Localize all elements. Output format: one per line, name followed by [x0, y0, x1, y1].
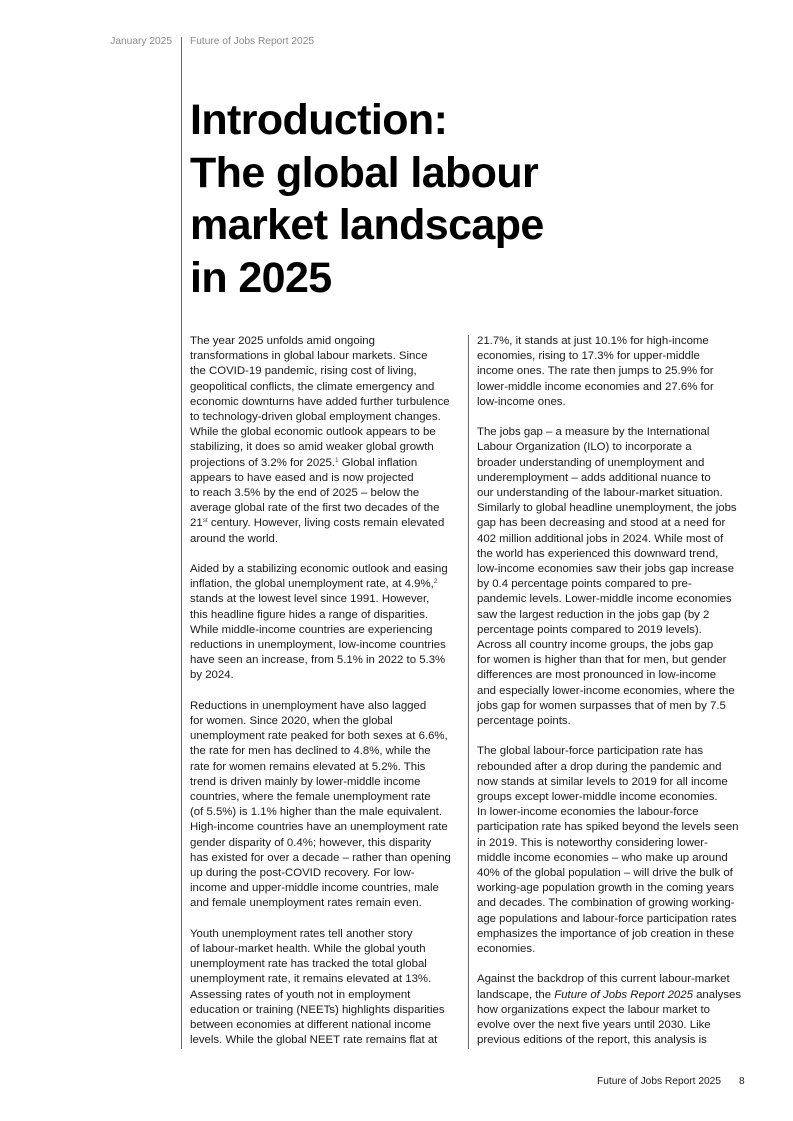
paragraph-women-unemployment: Reductions in unemployment have also lagged for women. Since 2020, when the global unemployment rate peaked for both sexes at 6.6%, the rate for men has declined to 4.8%, while the rate for women remains elevated at 5.2%. This trend is driven mainly by lower-middle income countries, where the female unemployment rate (of 5.5%) is 1.1% higher than the male equivalent. High-income countries have an unemployment rate gender disparity of 0.4%; however, this disparity has existed for over a decade – rather than opening up during the post-COVID recovery. For low- income and upper-middle income countries, male and female unemployment rates remain even.	[190, 699, 451, 910]
paragraph-neet-rates: 21.7%, it stands at just 10.1% for high-income economies, rising to 17.3% for upper-middle income ones. The rate then jumps to 25.9% for lower-middle income economies and 27.6% for low-income ones.	[477, 335, 714, 408]
header-vertical-rule	[181, 37, 182, 1049]
header-date: January 2025	[110, 36, 172, 47]
footer-report-title: Future of Jobs Report 2025	[596, 1076, 721, 1087]
paragraph-jobs-gap: The jobs gap – a measure by the International Labour Organization (ILO) to incorporate a broader understanding of unemployment and underemployment – adds additional nuance to our understanding of the labour-market situation. Similarly to global headline unemployment, the jobs gap has been decreasing and stood at a need for 402 million additional jobs in 2024. While most of the world has experienced this downward trend, low-income economies saw their jobs gap increase by 0.4 percentage points compared to pre- pandemic levels. Lower-middle income economies saw the largest reduction in the jobs gap (by 2 percentage points compared to 2019 levels). Across all country income groups, the jobs gap for women is higher than that for men, but gender differences are most pronounced in low-income and especially lower-income economies, where the jobs gap for women surpasses that of men by 7.5 percentage points.	[477, 426, 737, 728]
page-title	[190, 94, 710, 304]
header-report-title: Future of Jobs Report 2025	[190, 36, 315, 47]
paragraph-participation-rate: The global labour-force participation rate has rebounded after a drop during the pandemic and now stands at similar levels to 2019 for all income groups except lower-middle income economies. In lower-income economies the labour-force participation rate has spiked beyond the levels seen in 2019. This is noteworthy considering lower- middle income economies – who make up around 40% of the global population – will drive the bulk of working-age population growth in the coming years and decades. The combination of growing working- age populations and labour-force participation rates emphasizes the importance of job creation in these economies.	[477, 745, 739, 956]
page-number: 8	[739, 1076, 745, 1087]
page-title-line: market landscape	[190, 201, 544, 249]
footnote-ref-1[interactable]: 1	[335, 456, 339, 464]
page-title-line: in 2025	[190, 253, 332, 302]
page-title-line: Introduction:	[190, 96, 448, 144]
paragraph-report-overview: Against the backdrop of this current labour-market landscape, the Future of Jobs Report 2025 analyses how organizations expect the labour market to evolve over the next five years until 2030. Like previous editions of the report, this analysis is	[477, 973, 742, 1047]
right-column	[477, 334, 752, 1064]
column-divider	[468, 335, 469, 1049]
footnote-ref-2[interactable]: 2	[433, 578, 438, 586]
page-title-line: The global labour	[190, 148, 539, 197]
left-column	[190, 334, 465, 1064]
paragraph-unemployment-rate: Aided by a stabilizing economic outlook and easing inflation, the global unemployment rate, at 4.9%,$^2$ stands at the lowest level since 1991. However, this headline figure hides a range of disparities. While middle-income countries are experiencing reductions in unemployment, low-income countries have seen an increase, from 5.1% in 2022 to 5.3% by 2024.	[190, 563, 448, 682]
paragraph-youth-unemployment: Youth unemployment rates tell another story of labour-market health. While the global youth unemployment rate has tracked the total global unemployment rate, it remains elevated at 13%. Assessing rates of youth not in employment education or training (NEETs) highlights disparities between economies at different national income levels. While the global NEET rate remains flat at	[190, 927, 445, 1047]
paragraph-economic-outlook: The year 2025 unfolds amid ongoing transformations in global labour markets. Since the COVID-19 pandemic, rising cost of living, geopolitical conflicts, the climate emergency and economic downturns have added further turbulence to technology-driven global employment changes. While the global economic outlook appears to be stabilizing, it does so amid weaker global growth projections of 3.2% for 2025.$^1$ Global inflation appears to have eased and is now projected to reach 3.5% by the end of 2025 – below the average global rate of the first two decades of the 21st century. However, living costs remain elevated around the world.	[190, 335, 450, 545]
